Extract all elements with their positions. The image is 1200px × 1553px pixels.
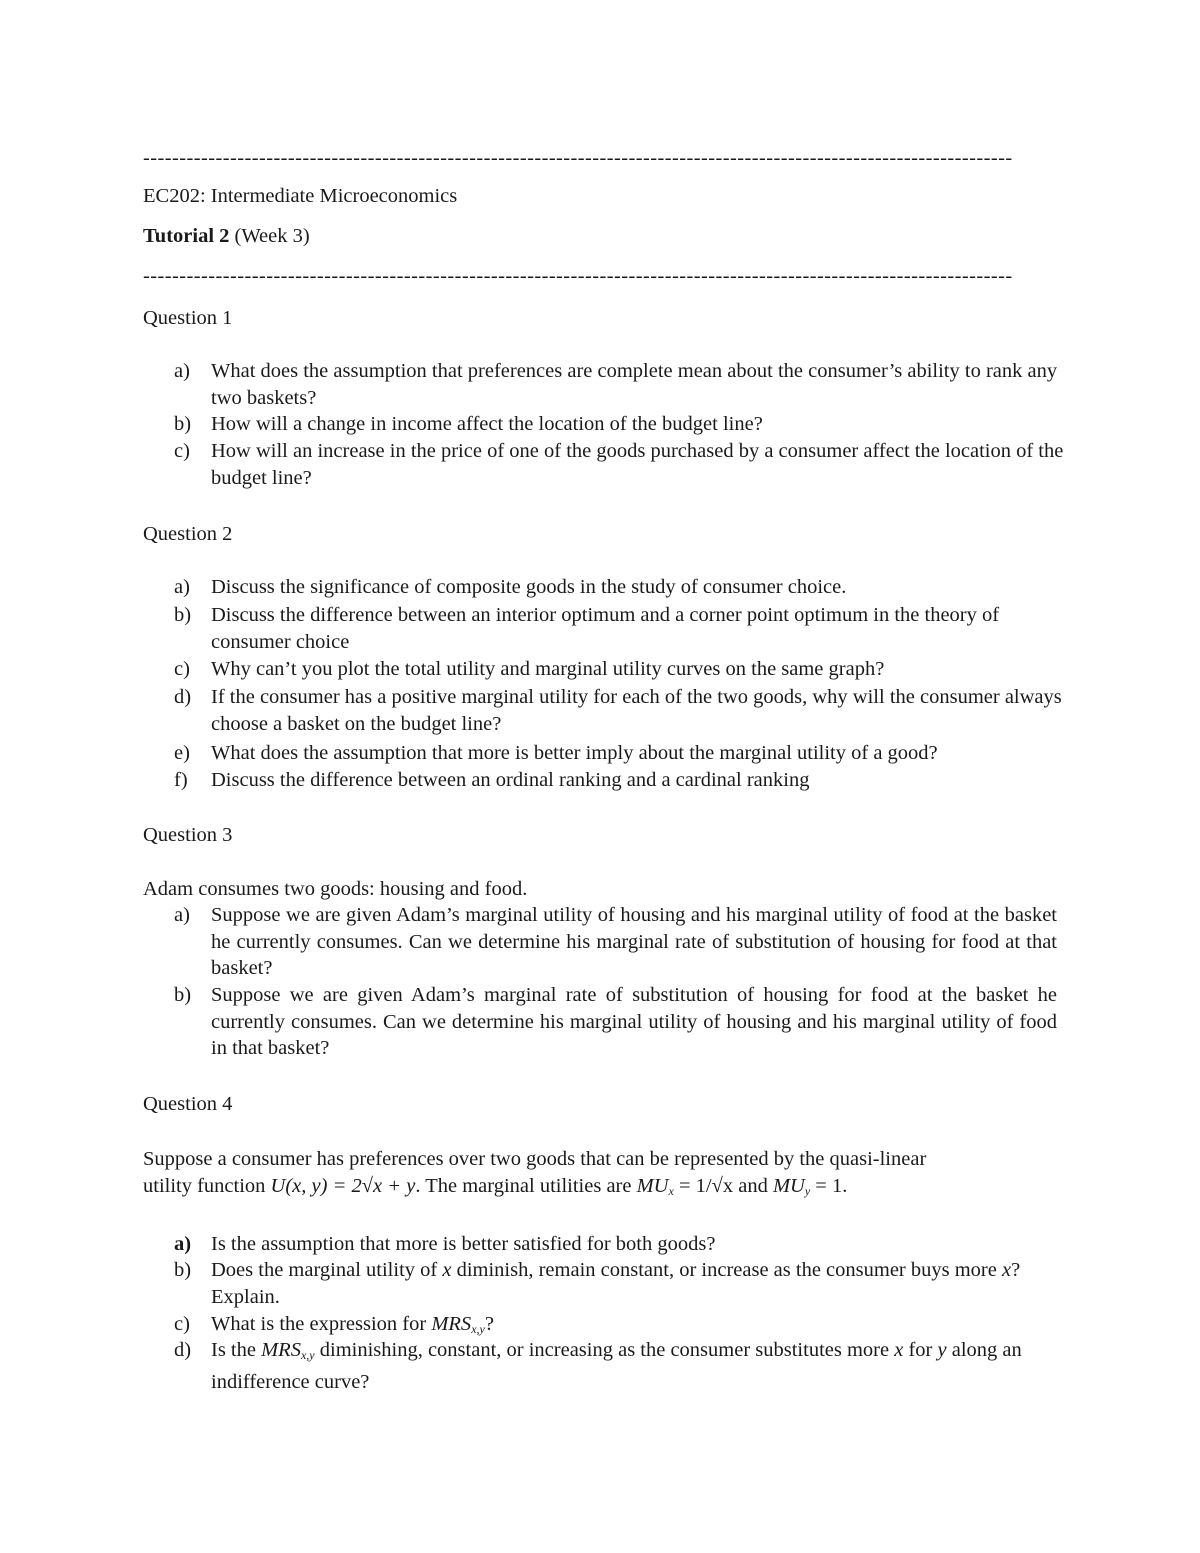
item-label: a) [174, 576, 190, 598]
item-text: Why can’t you plot the total utility and marginal utility curves on the same graph? [211, 658, 885, 680]
bottom-rule: ------------------------------------------------------------------------------------------------------------------------ [143, 265, 1013, 287]
course-title: EC202: Intermediate Microeconomics [143, 185, 458, 207]
mrs-subscript: x,y [300, 1348, 315, 1362]
top-rule: ------------------------------------------------------------------------------------------------------------------------ [143, 147, 1013, 169]
tutorial-heading [143, 223, 310, 249]
item-text: Discuss the significance of composite goods in the study of consumer choice. [211, 576, 847, 598]
item-label: c) [174, 658, 190, 680]
item-text: If the consumer has a positive marginal utility for each of the two goods, why will the consumer always choose a basket on the budget line? [211, 686, 1062, 735]
text-run: ? Explain. [211, 1259, 1021, 1308]
item-label: a) [174, 1233, 192, 1255]
item-text: Discuss the difference between an interior optimum and a corner point optimum in the theory of consumer choice [211, 604, 1000, 653]
q4-item-b [174, 1257, 1074, 1310]
variable-x: x [1001, 1259, 1012, 1281]
item-text [211, 1337, 1074, 1395]
q4-intro-line-1: Suppose a consumer has preferences over two goods that can be represented by the quasi-linear [143, 1148, 927, 1170]
tutorial-number: Tutorial 2 [143, 225, 230, 247]
mu-x-subscript: x [668, 1184, 674, 1198]
item-label: c) [174, 1313, 190, 1335]
mrs-symbol: MRS [261, 1339, 301, 1361]
q2-item-b [174, 602, 1074, 655]
mu-x-value: = 1/√x [673, 1175, 734, 1197]
question-1-title: Question 1 [143, 307, 233, 329]
q4-intro-line-2 [143, 1173, 847, 1204]
item-label: b) [174, 984, 192, 1006]
text-run: and [733, 1175, 773, 1197]
question-3-title: Question 3 [143, 824, 233, 846]
q2-item-f [174, 767, 1074, 794]
item-label: f) [174, 769, 188, 791]
q1-item-c [174, 438, 1074, 491]
item-label: b) [174, 604, 192, 626]
item-text: Discuss the difference between an ordinal ranking and a cardinal ranking [211, 769, 810, 791]
text-run: for [903, 1339, 938, 1361]
item-text: How will a change in income affect the location of the budget line? [211, 413, 763, 435]
item-text [211, 1257, 1074, 1310]
q2-item-a [174, 574, 1074, 601]
variable-x: x [894, 1339, 904, 1361]
item-text: Suppose we are given Adam’s marginal utility of housing and his marginal utility of food at the basket he currently consumes. Can we determine his marginal rate of substitution of housing for food at that basket? [211, 904, 1057, 979]
item-label: d) [174, 1339, 192, 1361]
item-label: a) [174, 360, 190, 382]
item-text: How will an increase in the price of one of the goods purchased by a consumer affect the location of the budget line? [211, 440, 1064, 489]
tutorial-week: (Week 3) [229, 225, 310, 247]
text-run: Is the [211, 1339, 262, 1361]
q3-intro: Adam consumes two goods: housing and food. [143, 878, 528, 900]
variable-x: x [442, 1259, 452, 1281]
q2-item-c [174, 656, 1074, 683]
item-text: Suppose we are given Adam’s marginal rate of substitution of housing for food at the basket he currently consumes. Can we determine his marginal utility of housing and his marginal utility of food in that basket? [211, 984, 1057, 1059]
item-label: c) [174, 440, 190, 462]
mu-y-symbol: MU [772, 1175, 805, 1197]
item-label: e) [174, 742, 190, 764]
item-label: d) [174, 686, 192, 708]
question-2-title: Question 2 [143, 523, 233, 545]
text-run: diminishing, constant, or increasing as the consumer substitutes more [314, 1339, 895, 1361]
mrs-symbol: MRS [431, 1313, 472, 1335]
item-text: Is the assumption that more is better satisfied for both goods? [211, 1233, 716, 1255]
variable-y: y [937, 1339, 947, 1361]
item-text: What does the assumption that more is better imply about the marginal utility of a good? [211, 742, 938, 764]
q1-item-b [174, 411, 1074, 438]
text-run: What is the expression for [211, 1313, 432, 1335]
mu-y-subscript: y [804, 1184, 811, 1198]
q4-item-d [174, 1337, 1074, 1395]
text-run: along an indifference curve? [211, 1339, 1022, 1393]
item-label: a) [174, 904, 190, 926]
mu-y-value: = 1. [810, 1175, 848, 1197]
mu-x-symbol: MU [636, 1175, 669, 1197]
item-text: What does the assumption that preferences are complete mean about the consumer’s ability to rank any two baskets? [211, 360, 1058, 409]
q1-item-a [174, 358, 1074, 411]
utility-function: U(x, y) = 2√x + y [270, 1175, 416, 1197]
text-run: Does the marginal utility of [211, 1259, 443, 1281]
item-label: b) [174, 1259, 192, 1281]
q4-item-a [174, 1231, 1074, 1258]
q2-item-e [174, 740, 1074, 767]
text-run: diminish, remain constant, or increase as the consumer buys more [451, 1259, 1002, 1281]
mrs-subscript: x,y [471, 1322, 485, 1336]
text-run: utility function [143, 1175, 271, 1197]
item-label: b) [174, 413, 192, 435]
q3-item-a [174, 902, 1074, 982]
text-run: ? [484, 1313, 494, 1335]
q2-item-d [174, 684, 1074, 737]
q3-item-b [174, 982, 1074, 1062]
question-4-title: Question 4 [143, 1093, 233, 1115]
text-run: . The marginal utilities are [415, 1175, 637, 1197]
